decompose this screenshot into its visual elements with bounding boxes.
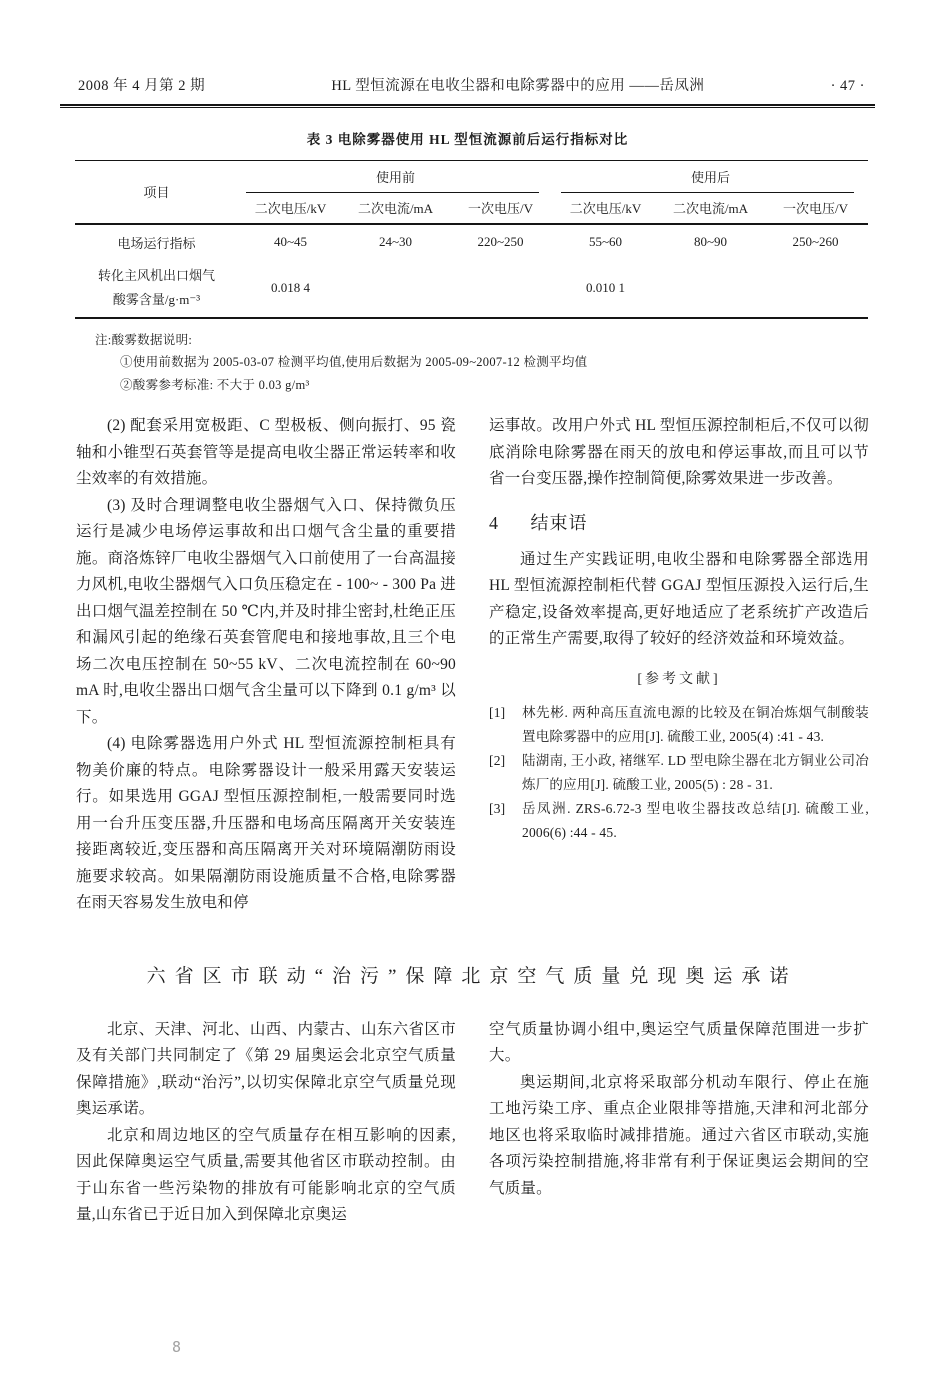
paragraph: 通过生产实践证明,电收尘器和电除雾器全部选用 HL 型恒流源控制柜代替 GGAJ 型恒压源投入运行后,生产稳定,设备效率提高,更好地适应了老系统扩产改造后的正常生产需要,取得了较好的经济效益和环境效益。 xyxy=(489,550,869,647)
news-title: 六省区市联动“治污”保障北京空气质量兑现奥运承诺 xyxy=(146,965,798,987)
scan-page-mark: 8 xyxy=(172,1338,182,1356)
cell-value xyxy=(448,260,553,318)
reference-text: 林先彬. 两种高压直流电源的比较及在铜冶炼烟气制酸装置电除雾器中的应用[J]. 硫酸工业, 2005(4) :41 - 43. xyxy=(522,705,869,744)
col-group-before: 使用前 xyxy=(238,161,553,193)
cell-value xyxy=(658,260,763,318)
row-label-line1: 转化主风机出口烟气 xyxy=(97,268,215,283)
news-right-column xyxy=(489,1017,869,1229)
scanned-paper-page xyxy=(0,74,935,1386)
col-header-primary-voltage-after: 一次电压/V xyxy=(763,193,868,224)
cell-value: 40~45 xyxy=(273,234,308,249)
reference-number: [3] xyxy=(489,801,506,816)
col-header-secondary-current-after: 二次电流/mA xyxy=(658,193,763,224)
comparison-table xyxy=(75,160,868,319)
reference-item xyxy=(489,701,869,748)
col-header-secondary-current-before: 二次电流/mA xyxy=(343,193,448,224)
reference-number: [2] xyxy=(489,753,506,768)
article-right-column xyxy=(489,413,869,917)
news-section xyxy=(0,963,935,1229)
issue-info: 2008 年 4 月第 2 期 xyxy=(78,78,206,94)
page-number: · 47 · xyxy=(830,78,865,94)
note-line: 注:酸雾数据说明: xyxy=(95,332,193,347)
row-label xyxy=(75,260,238,318)
paragraph: 北京和周边地区的空气质量存在相互影响的因素,因此保障奥运空气质量,需要其他省区市联动控制。由于山东省一些污染物的排放有可能影响北京的空气质量,山东省已于近日加入到保障北京奥运 xyxy=(76,1126,456,1223)
cell-value: 55~60 xyxy=(588,234,623,249)
paragraph: 空气质量协调小组中,奥运空气质量保障范围进一步扩大。 xyxy=(489,1020,869,1064)
row-label: 电场运行指标 xyxy=(117,235,196,251)
references-heading: [参考文献] xyxy=(637,671,721,687)
cell-value: 24~30 xyxy=(378,234,413,249)
col-header-secondary-voltage-before: 二次电压/kV xyxy=(238,193,343,224)
reference-text: 陆湖南, 王小政, 褚继军. LD 型电除尘器在北方铜业公司冶炼厂的应用[J]. 硫酸工业, 2005(5) : 28 - 31. xyxy=(522,753,869,792)
article-body xyxy=(0,413,935,917)
cell-value xyxy=(343,260,448,318)
cell-value: 220~250 xyxy=(477,234,524,249)
table-row xyxy=(75,224,868,260)
reference-item xyxy=(489,797,869,844)
row-label-line2: 酸雾含量/g·m⁻³ xyxy=(112,292,201,307)
cell-value: 80~90 xyxy=(693,234,728,249)
paragraph: (2) 配套采用宽极距、C 型极板、侧向振打、95 瓷轴和小锥型石英套管等是提高电收尘器正常运转率和收尘效率的有效措施。 xyxy=(76,417,456,487)
news-body xyxy=(0,1017,935,1229)
reference-item xyxy=(489,749,869,796)
cell-value: 250~260 xyxy=(792,234,839,249)
col-header-primary-voltage-before: 一次电压/V xyxy=(448,193,553,224)
cell-value: 0.010 1 xyxy=(586,280,625,295)
section-number: 4 xyxy=(489,512,499,533)
table-group-header-row xyxy=(75,161,868,193)
table-notes xyxy=(95,329,935,397)
table-row xyxy=(75,260,868,318)
paragraph: 运事故。改用户外式 HL 型恒压源控制柜后,不仅可以彻底消除电除雾器在雨天的放电和停运事故,而且可以节省一台变压器,操作控制简便,除雾效果进一步改善。 xyxy=(489,417,869,487)
article-left-column xyxy=(76,413,456,917)
cell-value: 0.018 4 xyxy=(271,280,310,295)
col-header-secondary-voltage-after: 二次电压/kV xyxy=(553,193,658,224)
col-header-item: 项目 xyxy=(75,161,238,224)
note-line: ②酸雾参考标准: 不大于 0.03 g/m³ xyxy=(120,377,310,392)
cell-value xyxy=(763,260,868,318)
note-line: ①使用前数据为 2005-03-07 检测平均值,使用后数据为 2005-09~2007-12 检测平均值 xyxy=(120,355,588,369)
section-heading xyxy=(489,508,869,538)
reference-number: [1] xyxy=(489,705,506,720)
paragraph: (3) 及时合理调整电收尘器烟气入口、保持微负压运行是减少电场停运事故和出口烟气含尘量的重要措施。商洛炼锌厂电收尘器烟气入口前使用了一台高温接力风机,电收尘器烟气入口负压稳定在 - 100~ - 300 Pa 进出口烟气温差控制在 50 ℃内,并及时排尘密封,杜绝正压和漏风引起的绝缘石英套管爬电和接地事故,且三个电场二次电压控制在 50~55 kV、二次电流控制在 60~90 mA 时,电收尘器出口烟气含尘量可以下降到 0.1 g/m³ 以下。 xyxy=(76,496,456,726)
news-left-column xyxy=(76,1017,456,1229)
col-group-after: 使用后 xyxy=(553,161,868,193)
paragraph: 北京、天津、河北、山西、内蒙古、山东六省区市及有关部门共同制定了《第 29 届奥运会北京空气质量保障措施》,联动“治污”,以切实保障北京空气质量兑现奥运承诺。 xyxy=(76,1020,456,1117)
paragraph: (4) 电除雾器选用户外式 HL 型恒流源控制柜具有物美价廉的特点。电除雾器设计一般采用露天安装运行。如果选用 GGAJ 型恒压源控制柜,一般需要同时选用一台升压变压器,升压器和电场高压隔离开关安装连接距离较近,变压器和高压隔离开关对环境隔潮防雨设施要求较高。如果隔潮防雨设施质量不合格,电除雾器在雨天容易发生放电和停 xyxy=(76,735,456,911)
running-title: HL 型恒流源在电收尘器和电除雾器中的应用 ——岳凤洲 xyxy=(331,78,705,94)
header-rule xyxy=(60,104,875,108)
paragraph: 奥运期间,北京将采取部分机动车限行、停止在施工地污染工序、重点企业限排等措施,天津和河北部分地区也将采取临时减排措施。通过六省区市联动,实施各项污染控制措施,将非常有利于保证奥运会期间的空气质量。 xyxy=(489,1073,869,1197)
running-header xyxy=(0,74,935,95)
reference-text: 岳凤洲. ZRS-6.72-3 型电收尘器技改总结[J]. 硫酸工业, 2006(6) :44 - 45. xyxy=(522,801,869,840)
table-title: 表 3 电除雾器使用 HL 型恒流源前后运行指标对比 xyxy=(306,132,629,147)
section-title: 结束语 xyxy=(530,512,588,533)
